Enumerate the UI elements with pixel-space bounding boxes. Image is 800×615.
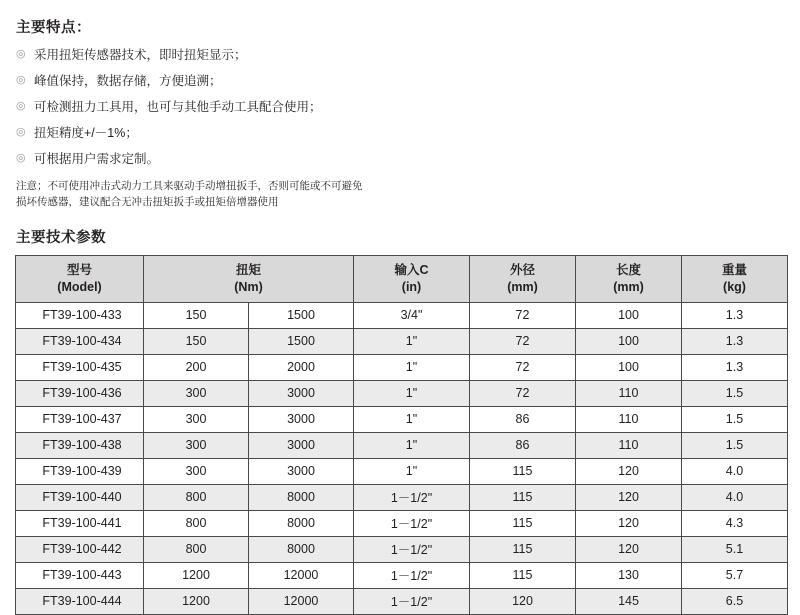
column-header-outer-diameter [470,255,576,302]
feature-text: 采用扭矩传感器技术，即时扭矩显示； [34,48,247,62]
cell-outer-diameter: 115 [470,562,576,588]
cell-weight: 4.3 [682,510,788,536]
cell-torque-1: 800 [144,536,249,562]
cell-length: 100 [576,302,682,328]
feature-text: 可检测扭力工具用，也可与其他手动工具配合使用； [34,99,322,114]
cell-model: FT39-100-433 [16,302,144,328]
cell-input: 1" [354,406,470,432]
warning-note-line-2: 损坏传感器，建议配合无冲击扭矩扳手或扭矩倍增器使用 [16,195,279,208]
column-header-weight [682,255,788,302]
cell-model: FT39-100-435 [16,354,144,380]
cell-length: 120 [576,510,682,536]
cell-input: 1" [354,458,470,484]
cell-outer-diameter: 115 [470,458,576,484]
cell-input: 1－1/2" [354,484,470,510]
column-header-input-line2: (in) [401,279,422,294]
cell-outer-diameter: 86 [470,406,576,432]
column-header-torque-line2: (Nm) [234,279,263,294]
cell-torque-2: 8000 [249,484,354,510]
list-item [16,73,786,90]
cell-weight: 5.1 [682,536,788,562]
table-row [16,406,788,432]
column-header-model-line1: 型号 [66,262,92,277]
table-row [16,432,788,458]
cell-torque-2: 12000 [249,588,354,614]
cell-torque-2: 1500 [249,328,354,354]
table-row [16,536,788,562]
cell-outer-diameter: 72 [470,302,576,328]
cell-weight: 1.3 [682,328,788,354]
cell-outer-diameter: 86 [470,432,576,458]
column-header-length-line1: 长度 [615,262,641,277]
cell-torque-1: 1200 [144,562,249,588]
table-row [16,562,788,588]
cell-torque-2: 12000 [249,562,354,588]
cell-length: 110 [576,380,682,406]
cell-weight: 1.5 [682,432,788,458]
warning-note-line-1: 注意；不可使用冲击式动力工具来驱动手动增扭扳手，否则可能或不可避免 [16,180,363,193]
cell-outer-diameter: 120 [470,588,576,614]
cell-length: 120 [576,458,682,484]
cell-weight: 4.0 [682,484,788,510]
column-header-model-line2: (Model) [57,279,102,294]
cell-model: FT39-100-438 [16,432,144,458]
cell-input: 1－1/2" [354,536,470,562]
column-header-length-line2: (mm) [613,279,644,294]
cell-torque-1: 800 [144,510,249,536]
cell-outer-diameter: 72 [470,380,576,406]
cell-input: 1" [354,328,470,354]
cell-length: 110 [576,406,682,432]
list-item [16,99,786,116]
cell-torque-2: 2000 [249,354,354,380]
cell-outer-diameter: 115 [470,510,576,536]
bullet-icon: ◎ [16,125,26,138]
cell-torque-1: 300 [144,432,249,458]
cell-torque-1: 150 [144,302,249,328]
cell-input: 1－1/2" [354,562,470,588]
feature-text: 峰值保持，数据存储，方便追溯； [34,73,222,88]
spec-heading: 主要技术参数 [16,229,106,246]
cell-length: 120 [576,536,682,562]
list-item [16,151,786,168]
cell-length: 100 [576,328,682,354]
cell-torque-1: 1200 [144,588,249,614]
table-row [16,484,788,510]
column-header-input-line1: 输入C [394,262,429,277]
cell-length: 145 [576,588,682,614]
cell-input: 3/4" [354,302,470,328]
column-header-torque-line1: 扭矩 [235,262,261,277]
table-body [16,302,788,614]
spec-table [15,255,788,615]
table-header [16,255,788,302]
feature-text: 可根据用户需求定制。 [34,151,160,166]
table-row [16,380,788,406]
cell-model: FT39-100-441 [16,510,144,536]
cell-torque-2: 3000 [249,458,354,484]
bullet-icon: ◎ [16,151,26,164]
cell-torque-2: 3000 [249,406,354,432]
cell-model: FT39-100-443 [16,562,144,588]
cell-length: 110 [576,432,682,458]
features-list [16,47,786,167]
list-item [16,125,786,142]
cell-model: FT39-100-434 [16,328,144,354]
cell-input: 1" [354,380,470,406]
bullet-icon: ◎ [16,48,26,60]
cell-torque-1: 150 [144,328,249,354]
cell-length: 100 [576,354,682,380]
column-header-torque [144,255,354,302]
cell-torque-1: 300 [144,380,249,406]
cell-torque-2: 8000 [249,510,354,536]
cell-outer-diameter: 115 [470,536,576,562]
cell-model: FT39-100-437 [16,406,144,432]
table-row [16,302,788,328]
column-header-model [16,255,144,302]
cell-torque-2: 1500 [249,302,354,328]
cell-torque-1: 300 [144,406,249,432]
cell-outer-diameter: 115 [470,484,576,510]
cell-outer-diameter: 72 [470,354,576,380]
cell-weight: 1.5 [682,406,788,432]
warning-note [16,179,786,209]
column-header-input [354,255,470,302]
cell-input: 1" [354,354,470,380]
cell-weight: 6.5 [682,588,788,614]
cell-torque-2: 8000 [249,536,354,562]
features-heading: 主要特点： [16,20,91,36]
feature-text: 扭矩精度+/－1%； [34,125,138,140]
cell-length: 130 [576,562,682,588]
cell-outer-diameter: 72 [470,328,576,354]
cell-model: FT39-100-440 [16,484,144,510]
table-row [16,328,788,354]
column-header-weight-line1: 重量 [721,262,747,277]
cell-weight: 5.7 [682,562,788,588]
cell-torque-1: 800 [144,484,249,510]
cell-model: FT39-100-444 [16,588,144,614]
cell-weight: 1.3 [682,302,788,328]
cell-torque-2: 3000 [249,380,354,406]
column-header-od-line1: 外径 [509,262,535,277]
cell-model: FT39-100-442 [16,536,144,562]
cell-input: 1－1/2" [354,510,470,536]
cell-input: 1－1/2" [354,588,470,614]
cell-weight: 4.0 [682,458,788,484]
column-header-length [576,255,682,302]
bullet-icon: ◎ [16,73,26,86]
cell-torque-1: 200 [144,354,249,380]
cell-torque-2: 3000 [249,432,354,458]
table-row [16,588,788,614]
table-header-row [16,255,788,302]
bullet-icon: ◎ [16,99,26,112]
cell-model: FT39-100-436 [16,380,144,406]
cell-length: 120 [576,484,682,510]
cell-weight: 1.5 [682,380,788,406]
cell-weight: 1.3 [682,354,788,380]
table-row [16,458,788,484]
cell-model: FT39-100-439 [16,458,144,484]
table-row [16,354,788,380]
column-header-weight-line2: (kg) [723,279,746,294]
column-header-od-line2: (mm) [507,279,538,294]
list-item [16,47,786,64]
table-row [16,510,788,536]
cell-input: 1" [354,432,470,458]
cell-torque-1: 300 [144,458,249,484]
